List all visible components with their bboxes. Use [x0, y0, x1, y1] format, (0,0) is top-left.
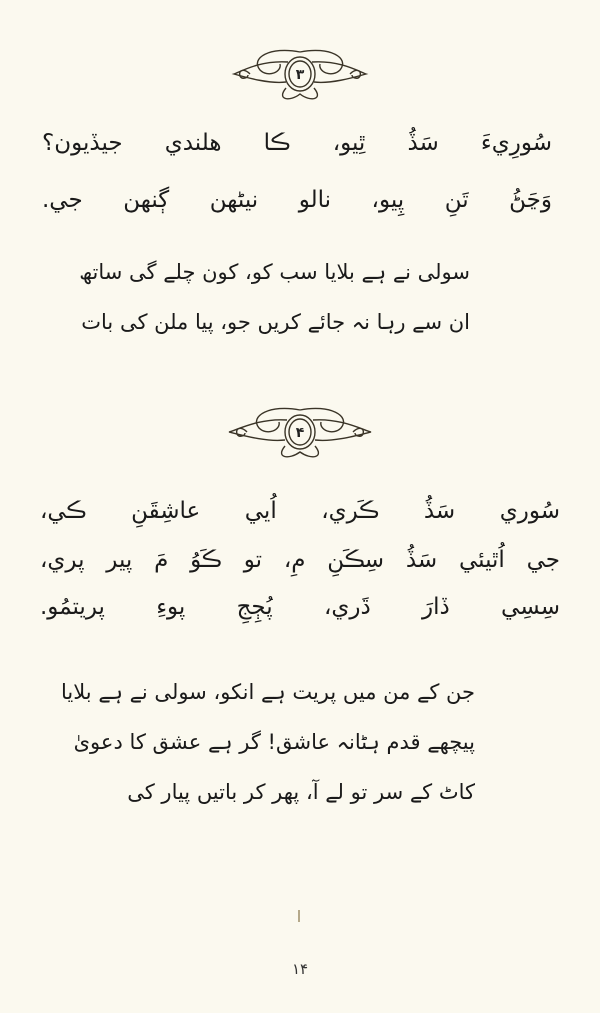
ornament-divider-icon — [225, 402, 375, 464]
urdu-verse-line: پیچھے قدم ہٹانہ عاشق! گر ہے عشق کا دعویٰ — [73, 730, 475, 754]
urdu-verse-line: کاٹ کے سر تو لے آ، پھر کر باتیں پیار کی — [127, 780, 475, 804]
sindhi-verse-line: سِسِي ڏارَ ڌَري، پُڄِجِ پوءِ پريتمُو. — [40, 594, 560, 620]
sindhi-verse-line: سُورِيءَ سَڏُ ٿِيو، ڪا هلندي جيڏيون؟ — [42, 130, 552, 156]
sindhi-verse-line: وَڃَڻُ تَنِ پِيو، نالو نيڻهن ڳنهن جي. — [42, 187, 552, 213]
urdu-verse-line: ان سے رہا نہ جائے کریں جو، پیا ملن کی بات — [81, 310, 470, 334]
ornament-number: ۴ — [295, 425, 305, 441]
ornament-divider-icon — [230, 44, 370, 106]
sindhi-verse-line: سُوري سَڏُ ڪَري، اُيي عاشِقَنِ ڪي، — [40, 498, 560, 524]
urdu-verse-line: جن کے من میں پریت ہے انکو، سولی نے ہے بلایا — [61, 680, 475, 704]
sindhi-verse-line: جي اُٿيئي سَڏُ سِڪَنِ مِ، تو ڪَوُ مَ پير پري، — [40, 547, 560, 573]
print-mark — [298, 910, 300, 922]
urdu-verse-line: سولی نے ہے بلایا سب کو، کون چلے گی ساتھ — [79, 260, 470, 284]
ornament-number: ۳ — [295, 67, 305, 83]
page-number: ۱۴ — [291, 960, 309, 978]
